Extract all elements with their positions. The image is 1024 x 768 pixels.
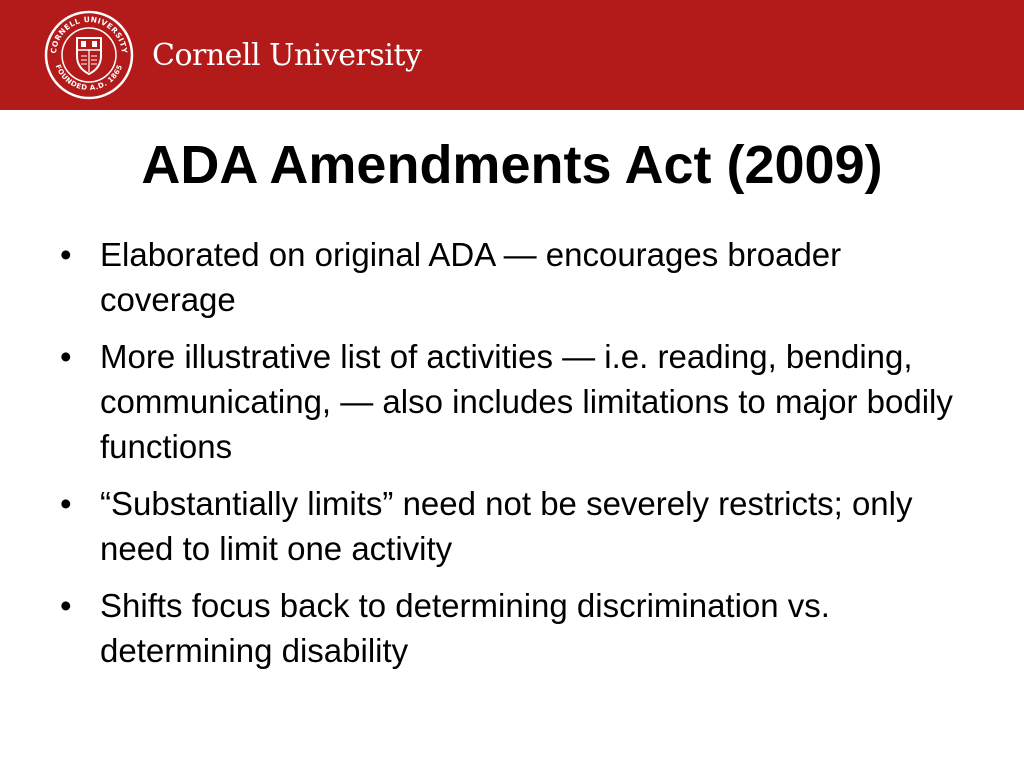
svg-text:FOUNDED A.D. 1865: FOUNDED A.D. 1865 — [53, 63, 125, 93]
bullet-marker: • — [60, 236, 72, 273]
bullet-marker: • — [60, 587, 72, 624]
bullet-marker: • — [60, 338, 72, 375]
bullet-list — [58, 232, 958, 685]
cornell-seal-icon — [44, 10, 134, 100]
bullet-item — [58, 583, 958, 673]
bullet-item — [58, 334, 958, 469]
bullet-item — [58, 232, 958, 322]
bullet-text: Elaborated on original ADA — encourages broader coverage — [100, 236, 842, 318]
bullet-text: Shifts focus back to determining discrimination vs. determining disability — [100, 587, 830, 669]
header-banner — [0, 0, 1024, 110]
svg-text:CORNELL UNIVERSITY: CORNELL UNIVERSITY — [48, 14, 130, 54]
slide-title: ADA Amendments Act (2009) — [141, 135, 883, 195]
bullet-item — [58, 481, 958, 571]
bullet-marker: • — [60, 485, 72, 522]
bullet-text: “Substantially limits” need not be severely restricts; only need to limit one activity — [100, 485, 913, 567]
bullet-text: More illustrative list of activities — i.e. reading, bending, communicating, — also includes limitations to major bodily functions — [100, 338, 953, 465]
university-wordmark: Cornell University — [152, 38, 422, 73]
